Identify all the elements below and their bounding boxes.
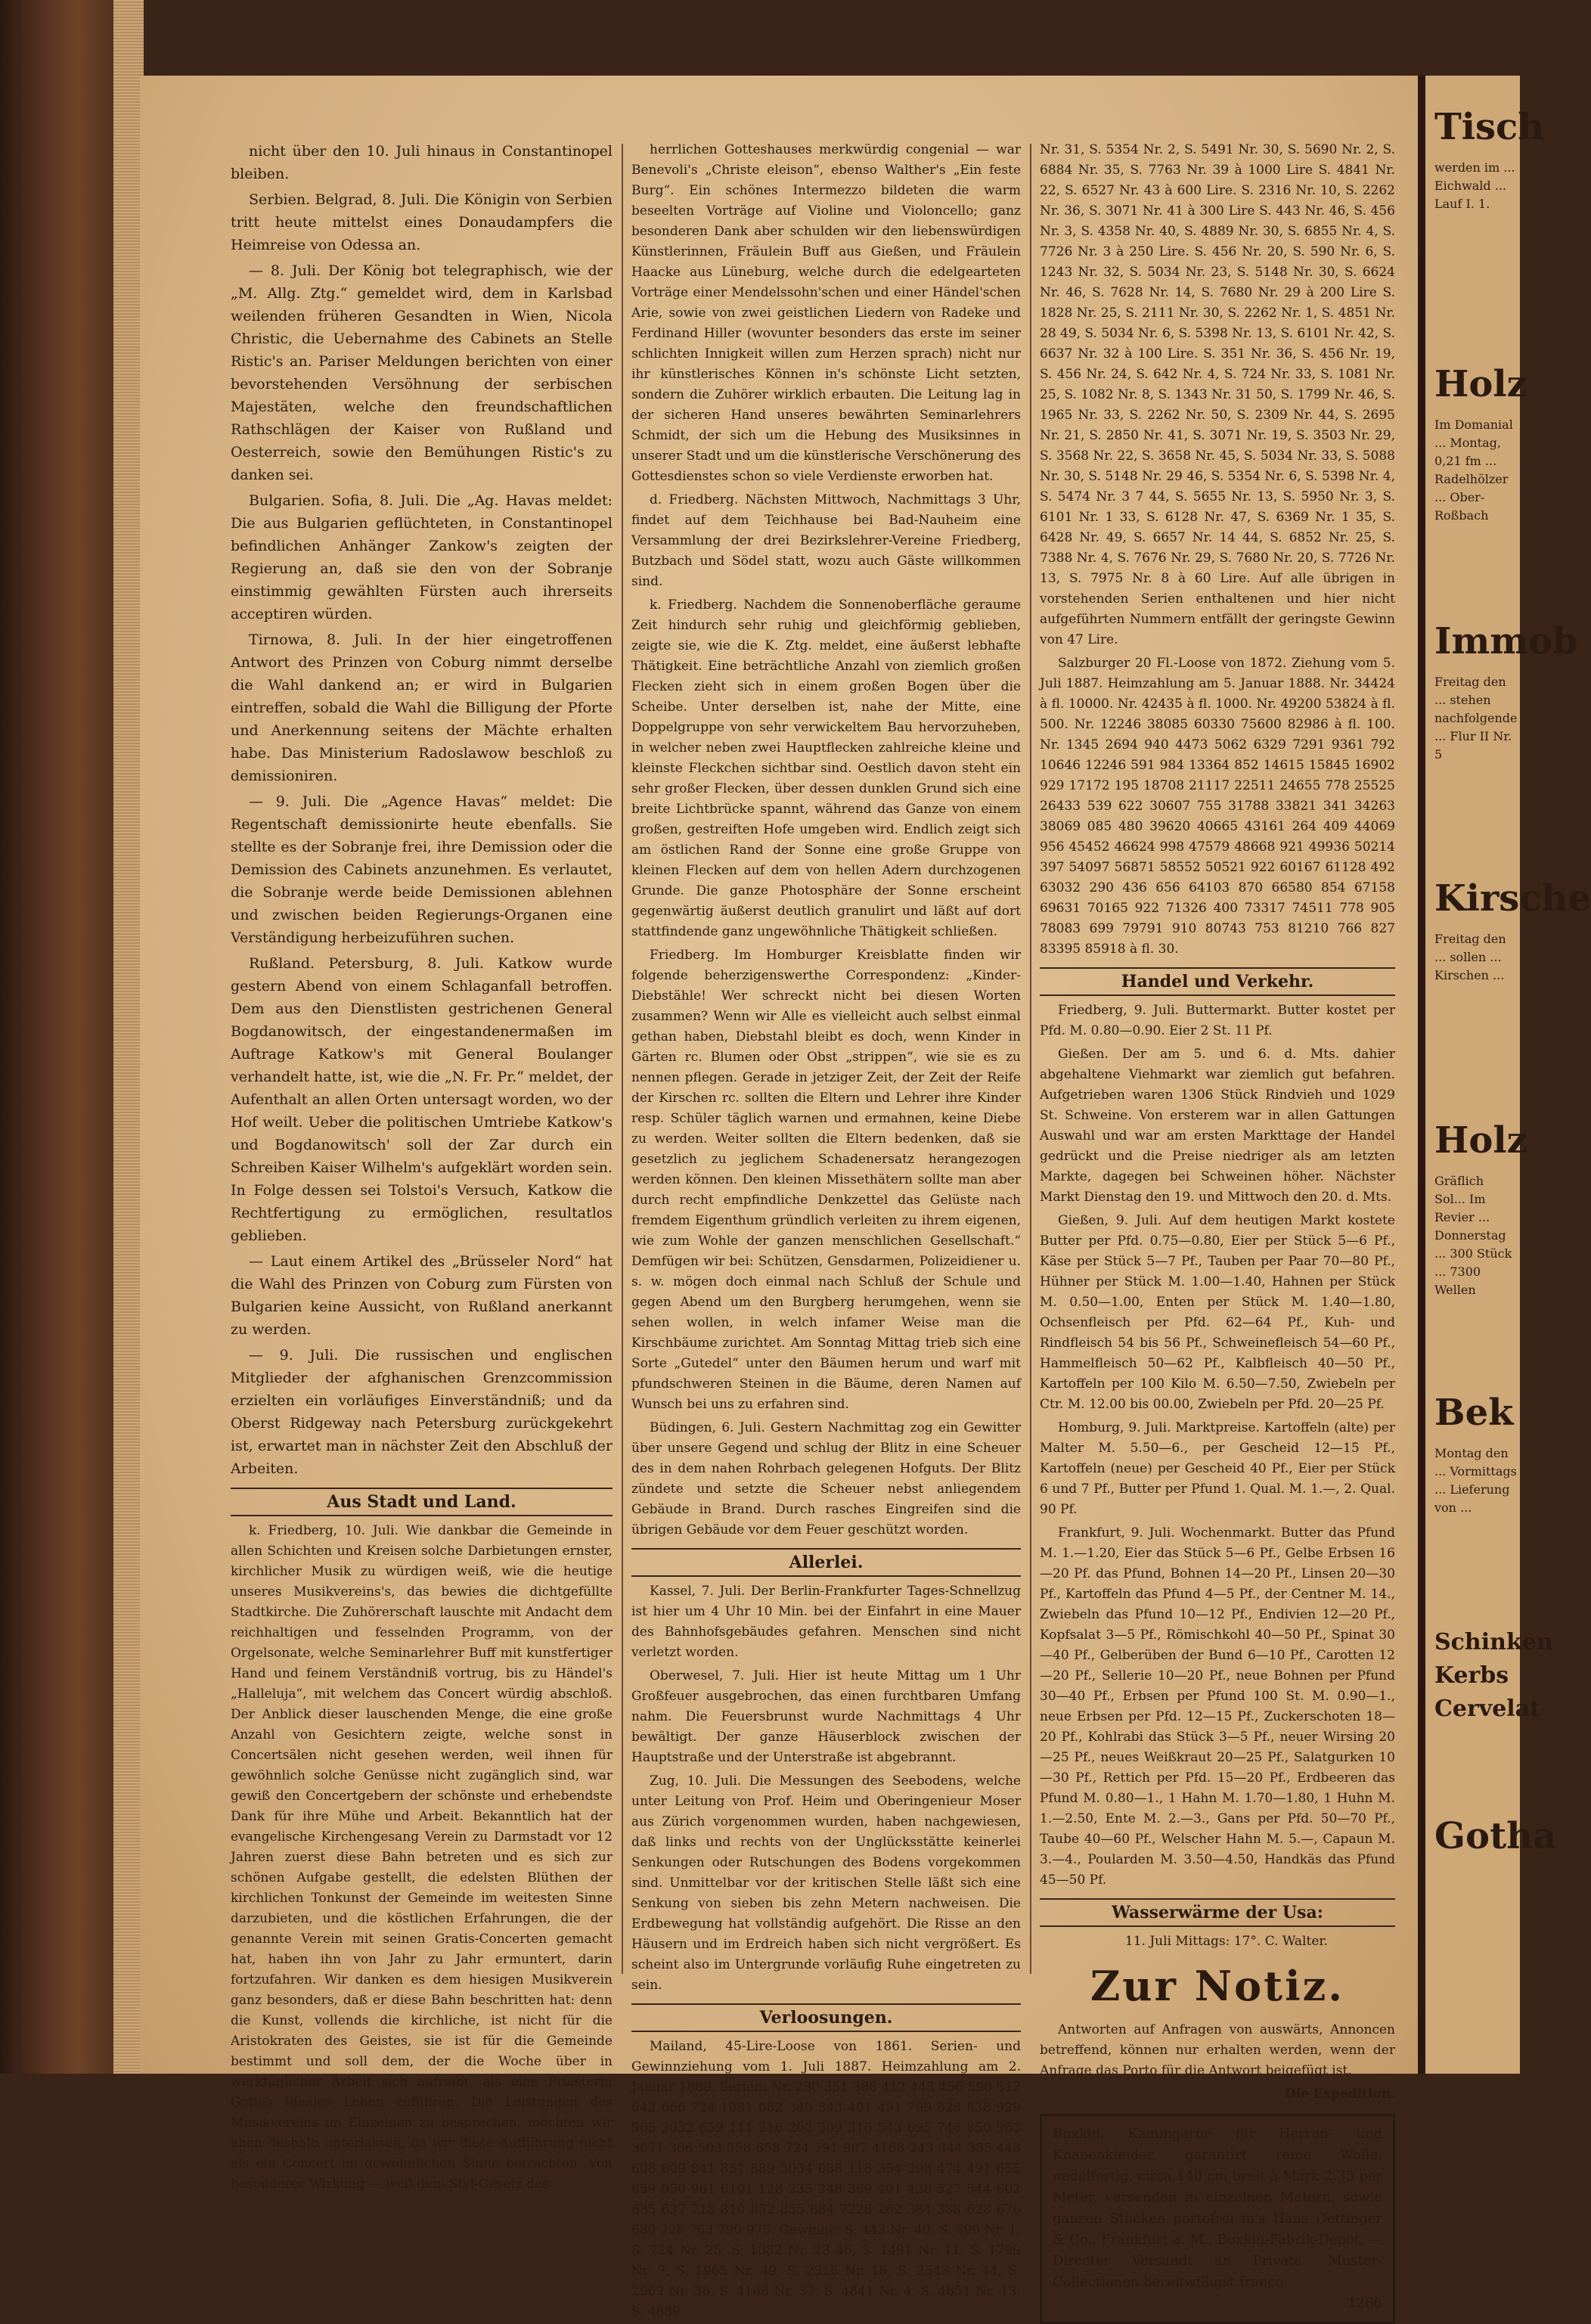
notice-title: Zur Notiz. [1090, 1962, 1345, 2010]
article-paragraph: Friedberg. Im Homburger Kreisblatte finden wir folgende beherzigenswerthe Correspondenz: „Kinder-Diebstähle! Wer schreckt nicht bei diesen Worten zusammen? Wenn wir Alle es vielleicht auch selbst einmal gethan haben, Diebstahl bleibt es doch, wenn Kinder in Gärten rc. Blumen oder Obst „strippen“, wie sie es zu nennen pflegen. Gerade in jetziger Zeit, der Zeit der Reife der Kirschen rc. sollten die Eltern und Lehrer ihre Kinder resp. Schüler täglich warnen und ermahnen, keine Diebe zu werden. Weiter sollten die Eltern bedenken, daß sie gesetzlich zu jeglichem Schadenersatz herangezogen werden können. Den kleinen Missethätern sollte man aber durch recht empfindliche Denkzettel das Gelüste nach fremdem Eigenthum gründlich verleiten zu ihrem eigenen, wie zum Wohle der ganzen menschlichen Gesellschaft.“ Demfügen wir bei: Schützen, Gensdarmen, Polizeidiener u. s. w. mögen doch einmal nach Schluß der Schule und gegen Abend um den Burgberg herumgehen, wenn sie sehen wollen, in welch infamer Weise man die Kirschbäume zurichtet. Am Sonntag Mittag trieb sich eine Sorte „Gutedel“ unter den Bäumen herum und warf mit pfundschweren Steinen in die Bäume, deren Namen auf Wunsch bei uns zu erfahren sind. [631, 948, 1021, 1412]
article-paragraph: — 9. Juli. Die „Agence Havas“ meldet: Die Regentschaft demissionirte heute ebenfalls. Sie stellte es der Sobranje frei, ihre Demission oder die Demission des Cabinets anzunehmen. Es verlautet, die Sobranje werde beide Demissionen ablehnen und zwischen beiden Regierungs-Organen eine Verständigung herbeizuführen suchen. [231, 793, 613, 946]
article-paragraph: — Laut einem Artikel des „Brüsseler Nord“ hat die Wahl des Prinzen von Coburg zum Fürsten von Bulgarien keine Aussicht, von Rußland anerkannt zu werden. [231, 1253, 613, 1338]
column-rule [1030, 144, 1031, 1974]
lottery-list: Salzburger 20 Fl.-Loose von 1872. Ziehung vom 5. Juli 1887. Heimzahlung am 5. Januar 1888. Nr. 34424 à fl. 10000. Nr. 42435 à fl. 1000. Nr. 49200 53824 à fl. 500. Nr. 12246 38085 60330 75600 82986 à fl. 100. Nr. 1345 2694 940 4473 5062 6329 7291 9361 792 10646 12246 591 984 13364 852 14615 15845 16902 929 17172 195 18708 21117 22511 24655 778 25525 26433 539 622 30607 755 31788 33821 341 34263 38069 085 480 39620 40665 43161 264 409 44069 956 45452 46624 998 47579 48668 921 49936 50214 397 54097 56871 58552 50521 922 60167 61128 492 63032 290 436 656 64103 870 66580 854 67158 69631 70165 922 71326 400 73317 74511 778 905 78083 699 79791 910 80743 753 81210 766 827 83395 85918 à fl. 30. [1040, 656, 1395, 957]
market-report: Frankfurt, 9. Juli. Wochenmarkt. Butter das Pfund M. 1.—1.20, Eier das Stück 5—6 Pf., Gelbe Erbsen 16—20 Pf. das Pfund, Bohnen 14—20 Pf., Linsen 20—30 Pf., Kartoffeln das Pfund 4—5 Pf., der Centner M. 14., Zwiebeln das Pfund 10—12 Pf., Endivien 12—20 Pf., Kopfsalat 3—5 Pf., Römischkohl 40—50 Pf., Spinat 30—40 Pf., Gelberüben der Bund 6—10 Pf., Carotten 12—20 Pf., Sellerie 10—20 Pf., neue Bohnen per Pfund 30—40 Pf., Erbsen per Pfund 100 St. M. 0.90—1., neue Erbsen per Pfd. 12—15 Pf., Zuckerschoten 18—20 Pf., Kohlrabi das Stück 3—5 Pf., neuer Wirsing 20—25 Pf., neues Weißkraut 20—25 Pf., Salatgurken 10—30 Pf., Rettich per Pfd. 15—20 Pf., Erdbeeren das Pfund M. 0.80—1., 1 Hahn M. 1.70—1.80, 1 Huhn M. 1.—2.50, Ente M. 2.—3., Gans per Pfd. 50—70 Pf., Taube 40—60 Pf., Welscher Hahn M. 5.—, Capaun M. 3.—4., Poularden M. 3.50—4.50, Handkäs das Pfund 45—50 Pf. [1040, 1525, 1395, 1888]
fragment-text: Freitag den ... sollen ... Kirschen ... [1434, 932, 1506, 982]
page-edges [113, 0, 144, 2074]
fragment-text: werden im ... Eichwald ... Lauf I. 1. [1434, 160, 1515, 211]
column-3 [1040, 140, 1395, 2311]
lottery-list: Nr. 31, S. 5354 Nr. 2, S. 5491 Nr. 30, S. 5690 Nr. 2, S. 6884 Nr. 35, S. 7763 Nr. 39 à 1000 Lire S. 4841 Nr. 22, S. 6527 Nr. 43 à 600 Lire. S. 2316 Nr. 10, S. 2262 Nr. 36, S. 3071 Nr. 41 à 300 Lire S. 443 Nr. 46, S. 456 Nr. 3, S. 4358 Nr. 40, S. 4889 Nr. 30, S. 6855 Nr. 4, S. 7726 Nr. 3 à 250 Lire. S. 456 Nr. 20, S. 590 Nr. 6, S. 1243 Nr. 32, S. 5034 Nr. 23, S. 5148 Nr. 30, S. 6624 Nr. 46, S. 7628 Nr. 14, S. 7680 Nr. 29 à 200 Lire S. 1828 Nr. 25, S. 2111 Nr. 30, S. 2262 Nr. 1, S. 4851 Nr. 28 49, S. 5034 Nr. 6, S. 5398 Nr. 13, S. 6101 Nr. 42, S. 6637 Nr. 32 à 100 Lire. S. 351 Nr. 36, S. 456 Nr. 19, S. 456 Nr. 24, S. 642 Nr. 4, S. 724 Nr. 33, S. 1081 Nr. 25, S. 1082 Nr. 8, S. 1343 Nr. 31 50, S. 1799 Nr. 46, S. 1965 Nr. 33, S. 2262 Nr. 50, S. 2309 Nr. 44, S. 2695 Nr. 21, S. 2850 Nr. 41, S. 3071 Nr. 19, S. 3503 Nr. 29, S. 3568 Nr. 22, S. 3658 Nr. 45, S. 5034 Nr. 33, S. 5088 Nr. 30, S. 5148 Nr. 29 46, S. 5354 Nr. 6, S. 5398 Nr. 4, S. 5474 Nr. 3 7 44, S. 5655 Nr. 13, S. 5950 Nr. 3, S. 6101 Nr. 1 33, S. 6128 Nr. 47, S. 6369 Nr. 1 35, S. 6428 Nr. 49, S. 6657 Nr. 14 44, S. 6852 Nr. 25, S. 7388 Nr. 4, S. 7676 Nr. 29, S. 7680 Nr. 20, S. 7726 Nr. 13, S. 7975 Nr. 8 à 60 Lire. Auf alle übrigen in vorstehenden Serien enthaltenen und hier nicht aufgeführten Nummern entfällt der geringste Gewinn von 47 Lire. [1040, 142, 1395, 647]
fragment-heading: Bek [1434, 1392, 1514, 1434]
article-paragraph: herrlichen Gotteshauses merkwürdig congenial — war Benevoli's „Christe eleison“, ebenso Walther's „Ein feste Burg“. Ein schönes Intermezzo bildeten die warm beseelten Vorträge auf Violine und Violoncello; ganz besonderen Dank aber schulden wir den liebenswürdigen Künstlerinnen, Fräulein Buff aus Gießen, und Fräulein Haacke aus Lüneburg, welche durch die edelgearteten Vorträge einer Mendelssohn'schen und einer Händel'schen Arie, sowie von zwei geistlichen Liedern von Radeke und Ferdinand Hiller (wovunter besonders das erste im seiner schlichten Innigkeit willen zum Herzen sprach) nicht nur ihr künstlerisches Können in's schönste Licht setzten, sondern die Zuhörer wirklich erbauten. Die Leitung lag in der sicheren Hand unseres bewährten Seminarlehrers Schmidt, der sich um die Hebung des Musiksinnes in unserer Stadt und um die künstlerische Verschönerung des Gottesdienstes schon so viele Verdienste erworben hat. [631, 142, 1021, 484]
newspaper-page [140, 76, 1418, 2319]
market-report: Homburg, 9. Juli. Marktpreise. Kartoffeln (alte) per Malter M. 5.50—6., per Gescheid 12—15 Pf., Kartoffeln (neue) per Gescheid 40 Pf., Eier per Stück 6 und 7 Pf., Butter per Pfund 1. Qual. M. 1.—, 2. Qual. 90 Pf. [1040, 1420, 1395, 1517]
article-paragraph: — 9. Juli. Die russischen und englischen Mitglieder der afghanischen Grenzcommission erzielten ein vorläufiges Einverständniß; und da Oberst Ridgeway nach Petersburg zurückgekehrt ist, erwartet man in nächster Zeit den Abschluß der Arbeiten. [231, 1347, 613, 1477]
fragment-text: Im Domanial ... Montag, 0,21 fm ... Radelhölzer ... Ober-Roßbach [1434, 417, 1513, 523]
notice-text: Antworten auf Anfragen von auswärts, Annoncen betreffend, können nur erhalten werden, wenn der Anfrage das Porto für die Antwort beigefügt ist. [1040, 2022, 1395, 2078]
fragment-heading: Schinken Kerbs Cervelat [1434, 1629, 1553, 1722]
article-paragraph: Bulgarien. Sofia, 8. Juli. Die „Ag. Havas meldet: Die aus Bulgarien geflüchteten, in Constantinopel befindlichen Anhänger Zankow's zeigten der Regierung an, daß sie den von der Sobranje einstimmig gewählten Fürsten auch ihrerseits acceptiren würden. [231, 492, 613, 622]
fragment-heading: Holz [1434, 363, 1527, 405]
fragment-heading: Immob [1434, 620, 1578, 662]
article-paragraph: nicht über den 10. Juli hinaus in Constantinopel bleiben. [231, 143, 613, 182]
water-temp-value: 11. Juli Mittags: 17°. C. Walter. [1124, 1934, 1329, 1949]
adjacent-page [1418, 76, 1591, 2074]
advertisement-box [1040, 2114, 1395, 2324]
section-heading-verloosungen: Verloosungen. [631, 2003, 1021, 2032]
article-paragraph: k. Friedberg, 10. Juli. Wie dankbar die Gemeinde in allen Schichten und Kreisen solche Darbietungen ernster, kirchlicher Musik zu würdigen weiß, wie die heutige unseres Musikvereins's, das bewies die dichtgefüllte Stadtkirche. Die Zuhörerschaft lauschte mit Andacht dem reichhaltigen und fesselnden Programm, von der Orgelsonate, welche Seminarlehrer Buff mit kunstfertiger Hand und feinem Verständniß vortrug, bis zu Händel's „Halleluja“, mit welchem das Concert würdig abschloß. Der Anblick dieser lauschenden Menge, die eine große Anzahl von Gesichtern zeigte, welche sonst in Concertsälen nicht gesehen werden, weil ihnen für gewöhnlich solche Genüsse nicht zugänglich sind, war gewiß den Concertgebern der schönste und erhebendste Dank für ihre Mühe und Arbeit. Bekanntlich hat der evangelische Kirchengesang Verein zu Darmstadt vor 12 Jahren zuerst diese Bahn betreten und es sich zur schönen Aufgabe gestellt, die edelsten Blüthen der kirchlichen Tonkunst der Gemeinde im weitesten Sinne darzubieten, und die köstlichen Erfahrungen, die der genannte Verein mit seinen Gratis-Concerten gemacht hat, haben ihn von Jahr zu Jahr ermuntert, darin fortzufahren. Wir danken es dem hiesigen Musikverein ganz besonders, daß er diese Bahn beschritten hat: denn die Kunst, vollends die kirchliche, ist nicht für die Aristokraten des Geistes, sie ist für die Gemeinde bestimmt und soll dem, der die Woche über in werktäglicher Arbeit sich aufreibt, als eine Priesterin Gottes ideales Leben zuführen. Die Leistungen des Musikvereins im Einzelnen zu besprechen, möchten wir eben deshalb unterlassen, da wir diese Aufführung nicht als ein Concert im gewöhnlichen Sinne betrachten. Von besonderer Wirkung — weil dem Styl-Gesetz des [231, 1523, 613, 2192]
section-heading-local: Aus Stadt und Land. [231, 1488, 613, 1516]
fragment-heading: Gotha [1434, 1815, 1557, 1857]
advertisement-text: Buxkin, Kammgarne für Herren- und Knabenkleider, garantirt reine Wolle, nadelfertig, circa 140 cm breit à Mark 2.35 per Meter, versenden in einzelnen Metern, sowie ganzen Stücken portofrei in's Haus Oettinger & Co., Frankfurt a. M., Buxkin-Fabrik-Depot. — Directer Versandt an Private. Muster-Collectionen bereitwilligst franco. [1053, 2126, 1382, 2290]
market-report: Gießen. Der am 5. und 6. d. Mts. dahier abgehaltene Viehmarkt war ziemlich gut befahren. Aufgetrieben waren 1306 Stück Rindvieh und 1029 St. Schweine. Von ersterem war in allen Gattungen Auswahl und war am ersten Markttage der Handel gedrückt und die Preise niedriger als am letzten Markte, dagegen bei Schweinen höher. Nächster Markt Dienstag den 19. und Mittwoch den 20. d. Mts. [1040, 1047, 1395, 1205]
fragment-text: Freitag den ... stehen nachfolgende ... Flur II Nr. 5 [1434, 675, 1518, 762]
article-paragraph: Oberwesel, 7. Juli. Hier ist heute Mittag um 1 Uhr Großfeuer ausgebrochen, das einen furchtbaren Umfang nahm. Die Feuersbrunst wurde Nachmittags 4 Uhr bewältigt. Der ganze Häuserblock zwischen der Hauptstraße und der Unterstraße ist abgebrannt. [631, 1668, 1021, 1765]
article-paragraph: Büdingen, 6. Juli. Gestern Nachmittag zog ein Gewitter über unsere Gegend und schlug der Blitz in eine Scheuer des in dem nahen Rohrbach gelegenen Hofguts. Der Blitz zündete und setzte die Scheuer nebst anliegendem Gebäude in Brand. Durch rasches Eingreifen sind die übrigen Gebäude vor dem Feuer geschützt worden. [631, 1420, 1021, 1537]
fragment-heading: Tisch [1434, 106, 1545, 148]
article-paragraph: k. Friedberg. Nachdem die Sonnenoberfläche geraume Zeit hindurch sehr ruhig und gleichförmig geblieben, zeigte sie, wie die K. Ztg. meldet, eine äußerst lebhafte Thätigkeit. Eine beträchtliche Anzahl von ziemlich großen Flecken zieht sich in einem großen Bogen über die Scheibe. Unter derselben ist, nahe der Mitte, eine Doppelgruppe von sehr verwickeltem Bau hervorzuheben, in welcher neben zwei Hauptflecken zahlreiche kleine und kleinste Fleckchen sichtbar sind. Oestlich davon steht ein sehr großer Flecken, über dessen dunklen Grund sich eine breite Lichtbrücke spannt, während das Ganze von einem großen, gestreiften Hofe umgeben wird. Endlich zeigt sich am östlichen Rand der Sonne eine große Gruppe von kleinen Flecken auf dem von hellen Adern durchzogenen Grunde. Die ganze Photosphäre der Sonne erscheint gegenwärtig äußerst deutlich granulirt und läßt auf dort stattfindende ganz ungewöhnliche Thätigkeit schließen. [631, 597, 1021, 939]
market-report: Friedberg, 9. Juli. Buttermarkt. Butter kostet per Pfd. M. 0.80—0.90. Eier 2 St. 11 Pf. [1040, 1003, 1395, 1038]
section-heading-allerlei: Allerlei. [631, 1548, 1021, 1577]
lottery-list: Mailand, 45-Lire-Loose von 1861. Serien- und Gewinnziehung vom 1. Juli 1887. Heimzahlung am 2. Januar 1888. Serien: Nr. 230 351 386 412 443 456 590 617 642 666 724 1081 082 340 343 401 491 799 828 838 929 965 2032 659 111 216 262 309 316 543 695 746 850 963 3071 366 503 558 658 724 791 987 4168 243 344 355 448 608 809 841 851 889 5034 088 118 354 398 474 491 655 659 950 961 6101 128 235 248 369 401 428 527 544 602 635 637 718 810 852 855 884 7226 262 384 388 628 676 680 726 763 790 975. Gewinne: S. 443 Nr. 40, S. 590 Nr. 1, S. 724 Nr. 25, S. 1082 Nr. 23 46, S. 1491 Nr. 11, S. 1799 Nr. 7, S. 1965 Nr. 49, S. 2316 Nr. 16, S. 2543 Nr. 44, S. 2962 Nr. 38, S. 4168 Nr. 37, S. 4841 Nr. 4, S. 4851 Nr. 13, S. 4889 [631, 2039, 1021, 2319]
fragment-text: Gräflich Sol... Im Revier ... Donnerstag ... 300 Stück ... 7300 Wellen [1434, 1174, 1512, 1297]
article-paragraph: Zug, 10. Juli. Die Messungen des Seebodens, welche unter Leitung von Prof. Heim und Oberingenieur Moser aus Zürich vorgenommen wurden, haben nachgewiesen, daß links und rechts von der Unglücksstätte keinerlei Senkungen oder Rutschungen des Bodens vorgekommen sind. Unmittelbar vor der kritischen Stelle läßt sich eine Senkung von sieben bis zehn Metern nachweisen. Die Erdbewegung hat vollständig aufgehört. Die Risse an den Häusern und im Erdreich haben sich nicht vergrößert. Es scheint also im Untergrunde vorläufig Ruhe eingetreten zu sein. [631, 1773, 1021, 1993]
column-1 [231, 140, 613, 2192]
fragment-heading: Kirsche [1434, 877, 1591, 920]
notice-signature: Die Expedition. [1284, 2087, 1395, 2102]
column-rule [622, 144, 623, 1974]
water-temp-title: Wasserwärme der Usa: [1040, 1898, 1395, 1927]
article-paragraph: Serbien. Belgrad, 8. Juli. Die Königin von Serbien tritt heute mittelst eines Donaudampfers die Heimreise von Odessa an. [231, 191, 613, 253]
section-heading-handel: Handel und Verkehr. [1040, 967, 1395, 996]
market-report: Gießen, 9. Juli. Auf dem heutigen Markt kostete Butter per Pfd. 0.75—0.80, Eier per Stück 5—6 Pf., Käse per Stück 5—7 Pf., Tauben per Paar 70—80 Pf., Hühner per Stück M. 1.00—1.40, Hahnen per Stück M. 0.50—1.00, Enten per Stück M. 1.40—1.80, Ochsenfleisch per Pfd. 62—64 Pf., Kuh- und Rindfleisch 54 bis 56 Pf., Schweinefleisch 54—60 Pf., Hammelfleisch 50—62 Pf., Kalbfleisch 40—50 Pf., Kartoffeln per 100 Kilo M. 6.50—7.50, Zwiebeln per Ctr. M. 12.00 bis 00.00, Zwiebeln per Pfd. 20—25 Pf. [1040, 1213, 1395, 1412]
article-paragraph: — 8. Juli. Der König bot telegraphisch, wie der „M. Allg. Ztg.“ gemeldet wird, dem in Karlsbad weilenden früheren Gesandten in Wien, Nicola Christic, die Uebernahme des Cabinets an Stelle Ristic's an. Pariser Meldungen berichten von einer bevorstehenden Versöhnung der serbischen Majestäten, welche den freundschaftlichen Rathschlägen der Kaiser von Rußland und Oesterreich, sowie den Bemühungen Ristic's zu danken sei. [231, 262, 613, 483]
fragment-heading: Holz [1434, 1119, 1527, 1162]
article-paragraph: Kassel, 7. Juli. Der Berlin-Frankfurter Tages-Schnellzug ist hier um 4 Uhr 10 Min. bei der Einfahrt in eine Mauer des Bahnhofsgebäudes gefahren. Menschen sind nicht verletzt worden. [631, 1584, 1021, 1660]
article-paragraph: d. Friedberg. Nächsten Mittwoch, Nachmittags 3 Uhr, findet auf dem Teichhause bei Bad-Nauheim eine Versammlung der drei Bezirkslehrer-Vereine Friedberg, Butzbach und Södel statt, wozu auch Gäste willkommen sind. [631, 492, 1021, 589]
column-2 [631, 140, 1021, 2319]
fragment-text: Montag den ... Vormittags ... Lieferung von ... [1434, 1446, 1517, 1515]
article-paragraph: Rußland. Petersburg, 8. Juli. Katkow wurde gestern Abend von einem Schlaganfall betroffen. Dem aus den Dienstlisten gestrichenen General Bogdanowitsch, der eingestandenermaßen im Auftrage Katkow's mit General Boulanger verhandelt hatte, ist, wie die „N. Fr. Pr.“ meldet, der Aufenthalt an allen Orten untersagt worden, wo der Hof weilt. Ueber die politischen Umtriebe Katkow's und Bogdanowitsch' soll der Zar durch ein Schreiben Kaiser Wilhelm's aufgeklärt worden sein. In Folge dessen sei Tolstoi's Versuch, Katkow die Rechtfertigung zu ermöglichen, resultatlos geblieben. [231, 955, 613, 1244]
article-paragraph: Tirnowa, 8. Juli. In der hier eingetroffenen Antwort des Prinzen von Coburg nimmt derselbe die Wahl dankend an; er wird in Bulgarien eintreffen, sobald die Wahl die Billigung der Pforte und Anerkennung seitens der Mächte erhalten habe. Das Ministerium Radoslawow beschloß zu demissioniren. [231, 631, 613, 784]
advertisement-number: 1266 [1348, 2295, 1382, 2311]
